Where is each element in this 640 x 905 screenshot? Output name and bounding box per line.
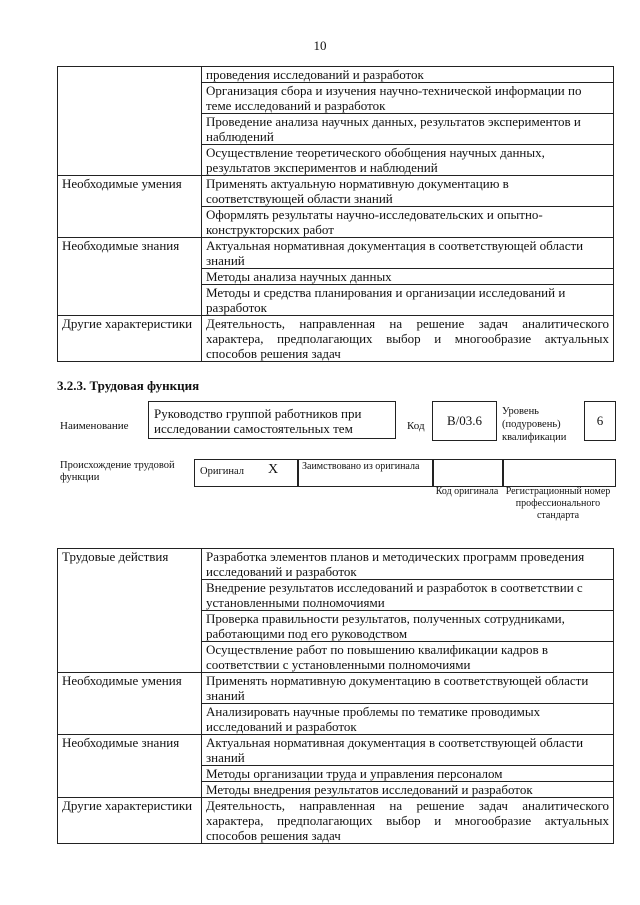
table-row (58, 549, 614, 580)
knowledge-cell: Методы и средства планирования и организации исследований и разработок (202, 285, 614, 316)
action-cell: Проверка правильности результатов, полученных сотрудниками, работающими под его руководством (202, 611, 614, 642)
table-row (58, 673, 614, 704)
actions-label: Трудовые действия (58, 549, 202, 673)
level-box: 6 (584, 401, 616, 441)
row-label-empty (58, 67, 202, 176)
table-row (58, 176, 614, 207)
level-label: Уровень (подуровень) квалификации (502, 406, 567, 443)
code-original-cell (432, 459, 504, 487)
action-cell: Организация сбора и изучения научно-технической информации по теме исследований и разработок (202, 83, 614, 114)
function-name-box: Руководство группой работников при исследовании самостоятельных тем (148, 401, 396, 439)
knowledge-label: Необходимые знания (58, 238, 202, 316)
other-cell: Деятельность, направленная на решение задач аналитического характера, предполагающих выбор и многообразие актуальных способов решения задач (202, 316, 614, 362)
knowledge-cell: Актуальная нормативная документация в соответствующей области знаний (202, 238, 614, 269)
other-label: Другие характеристики (58, 798, 202, 844)
reg-number-cell (502, 459, 616, 487)
skill-cell: Анализировать научные проблемы по тематике проводимых исследований и разработок (202, 704, 614, 735)
knowledge-cell: Методы внедрения результатов исследований и разработок (202, 782, 614, 798)
table-row (58, 798, 614, 844)
skills-label: Необходимые умения (58, 176, 202, 238)
action-cell: Осуществление теоретического обобщения научных данных, результатов экспериментов и наблюдений (202, 145, 614, 176)
knowledge-cell: Методы анализа научных данных (202, 269, 614, 285)
skill-cell: Применять нормативную документацию в соответствующей области знаний (202, 673, 614, 704)
skill-cell: Оформлять результаты научно-исследовательских и опытно-конструкторских работ (202, 207, 614, 238)
table-row (58, 316, 614, 362)
name-label: Наименование (60, 420, 129, 432)
skills-label: Необходимые умения (58, 673, 202, 735)
table-row (58, 735, 614, 766)
code-original-caption: Код оригинала (435, 486, 499, 497)
code-box: B/03.6 (432, 401, 497, 441)
other-label: Другие характеристики (58, 316, 202, 362)
labor-function-table-1 (57, 66, 614, 362)
action-cell: проведения исследований и разработок (202, 67, 614, 83)
original-mark: X (268, 462, 279, 477)
action-cell: Осуществление работ по повышению квалификации кадров в соответствии с установленными полномочиями (202, 642, 614, 673)
action-cell: Разработка элементов планов и методических программ проведения исследований и разработок (202, 549, 614, 580)
knowledge-cell: Актуальная нормативная документация в соответствующей области знаний (202, 735, 614, 766)
code-label: Код (407, 420, 425, 432)
reg-number-caption: Регистрационный номер профессионального стандарта (505, 486, 611, 521)
knowledge-label: Необходимые знания (58, 735, 202, 798)
borrowed-label: Заимствовано из оригинала (302, 461, 420, 472)
section-title: 3.2.3. Трудовая функция (57, 378, 200, 393)
knowledge-cell: Методы организации труда и управления персоналом (202, 766, 614, 782)
labor-function-table-2 (57, 548, 614, 844)
page-number: 10 (313, 38, 327, 53)
skill-cell: Применять актуальную нормативную документацию в соответствующей области знаний (202, 176, 614, 207)
action-cell: Проведение анализа научных данных, результатов экспериментов и наблюдений (202, 114, 614, 145)
table-row (58, 238, 614, 269)
other-cell: Деятельность, направленная на решение задач аналитического характера, предполагающих выбор и многообразие актуальных способов решения задач (202, 798, 614, 844)
action-cell: Внедрение результатов исследований и разработок в соответствии с установленными полномочиями (202, 580, 614, 611)
table-row (58, 67, 614, 83)
origin-label: Происхождение трудовой функции (60, 460, 175, 483)
original-label: Оригинал (200, 466, 244, 477)
